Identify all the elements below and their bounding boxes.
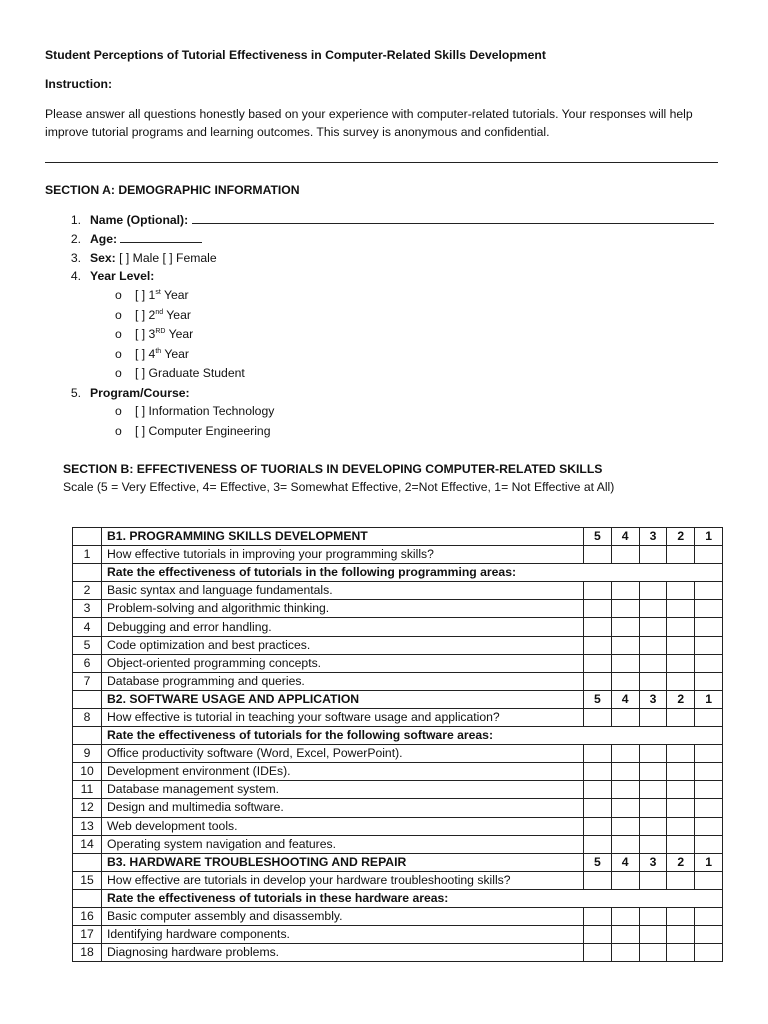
age-label: Age: — [90, 231, 118, 246]
instruction-label: Instruction: — [45, 77, 113, 91]
document-title: Student Perceptions of Tutorial Effectiveness in Computer-Related Skills Development — [45, 48, 546, 62]
section-header-row — [73, 528, 723, 546]
checkbox-label: [ ] — [135, 346, 149, 361]
ordinal-suffix: nd — [155, 308, 164, 316]
question-text: Database management system. — [102, 781, 584, 799]
scale-header: 3 — [639, 690, 667, 708]
rating-cell[interactable] — [611, 600, 639, 618]
checkbox-label: [ ] — [135, 327, 149, 342]
question-sex — [45, 249, 725, 268]
rating-cell[interactable] — [584, 546, 612, 564]
scale-header: 4 — [611, 528, 639, 546]
option-it[interactable] — [45, 402, 725, 422]
option-year-1[interactable] — [45, 286, 725, 306]
rating-cell[interactable] — [611, 781, 639, 799]
rating-cell[interactable] — [695, 672, 723, 690]
table-row — [73, 944, 723, 962]
year-number: 2 — [148, 307, 156, 322]
row-number: 18 — [73, 944, 102, 962]
rating-cell[interactable] — [639, 745, 667, 763]
rating-cell[interactable] — [584, 654, 612, 672]
rating-cell[interactable] — [611, 546, 639, 564]
graduate-label: [ ] Graduate Student — [135, 366, 245, 381]
row-number: 17 — [73, 926, 102, 944]
rating-cell[interactable] — [639, 944, 667, 962]
scale-header: 1 — [695, 853, 723, 871]
table-row — [73, 618, 723, 636]
sex-label: Sex: — [90, 250, 116, 265]
rating-cell[interactable] — [639, 582, 667, 600]
rating-cell[interactable] — [667, 708, 695, 726]
table-row — [73, 763, 723, 781]
rating-cell[interactable] — [695, 835, 723, 853]
rating-cell[interactable] — [584, 944, 612, 962]
year-number: 4 — [148, 346, 156, 361]
rating-cell[interactable] — [639, 907, 667, 925]
section-header-row — [73, 690, 723, 708]
question-text: Basic computer assembly and disassembly. — [102, 907, 584, 925]
rating-cell[interactable] — [611, 907, 639, 925]
rating-cell[interactable] — [667, 944, 695, 962]
rating-cell[interactable] — [695, 926, 723, 944]
rating-cell[interactable] — [695, 636, 723, 654]
rating-cell[interactable] — [695, 817, 723, 835]
option-year-3[interactable] — [45, 325, 725, 345]
rating-cell[interactable] — [695, 944, 723, 962]
row-number: 11 — [73, 781, 102, 799]
row-number: 2 — [73, 582, 102, 600]
question-text: Debugging and error handling. — [102, 618, 584, 636]
row-number: 6 — [73, 654, 102, 672]
rating-cell[interactable] — [667, 799, 695, 817]
rating-cell[interactable] — [695, 763, 723, 781]
blank-number-cell — [73, 889, 102, 907]
rating-cell[interactable] — [611, 672, 639, 690]
rating-cell[interactable] — [667, 600, 695, 618]
rating-cell[interactable] — [695, 745, 723, 763]
question-name — [45, 211, 725, 230]
rating-cell[interactable] — [611, 763, 639, 781]
scale-header: 4 — [611, 853, 639, 871]
row-number: 9 — [73, 745, 102, 763]
question-text: Web development tools. — [102, 817, 584, 835]
table-row — [73, 926, 723, 944]
scale-header: 1 — [695, 690, 723, 708]
subheading-text: Rate the effectiveness of tutorials in these hardware areas: — [102, 889, 723, 907]
table-row — [73, 546, 723, 564]
rating-cell[interactable] — [611, 835, 639, 853]
year-number: 1 — [148, 288, 156, 303]
scale-header: 2 — [667, 853, 695, 871]
rating-cell[interactable] — [584, 582, 612, 600]
rating-cell[interactable] — [611, 871, 639, 889]
rating-cell[interactable] — [639, 708, 667, 726]
table-row — [73, 871, 723, 889]
question-program — [45, 384, 725, 403]
section-title: B1. PROGRAMMING SKILLS DEVELOPMENT — [102, 528, 584, 546]
question-text: Design and multimedia software. — [102, 799, 584, 817]
rating-cell[interactable] — [584, 708, 612, 726]
blank-number-cell — [73, 564, 102, 582]
ordinal-suffix: RD — [155, 328, 166, 336]
table-row — [73, 600, 723, 618]
question-text: Operating system navigation and features. — [102, 835, 584, 853]
rating-cell[interactable] — [584, 672, 612, 690]
row-number: 10 — [73, 763, 102, 781]
table-row — [73, 907, 723, 925]
rating-cell[interactable] — [695, 907, 723, 925]
rating-cell[interactable] — [667, 546, 695, 564]
table-row — [73, 672, 723, 690]
subheading-text: Rate the effectiveness of tutorials for the following software areas: — [102, 727, 723, 745]
year-number: 3 — [148, 327, 156, 342]
scale-header: 5 — [584, 853, 612, 871]
question-age — [45, 230, 725, 249]
scale-header: 5 — [584, 528, 612, 546]
row-number: 15 — [73, 871, 102, 889]
row-number: 13 — [73, 817, 102, 835]
table-row — [73, 654, 723, 672]
question-text: Object-oriented programming concepts. — [102, 654, 584, 672]
year-word: Year — [161, 346, 189, 361]
rating-cell[interactable] — [611, 708, 639, 726]
scale-header: 3 — [639, 528, 667, 546]
rating-cell[interactable] — [667, 835, 695, 853]
checkbox-label: [ ] — [135, 288, 149, 303]
rating-cell[interactable] — [639, 871, 667, 889]
rating-cell[interactable] — [639, 817, 667, 835]
question-text: How effective tutorials in improving your programming skills? — [102, 546, 584, 564]
rating-cell[interactable] — [639, 781, 667, 799]
program-option-label: [ ] Information Technology — [135, 404, 275, 419]
row-number: 7 — [73, 672, 102, 690]
rating-cell[interactable] — [584, 763, 612, 781]
subheading-row — [73, 727, 723, 745]
question-number: 3. — [70, 250, 81, 265]
row-number: 4 — [73, 618, 102, 636]
question-text: Database programming and queries. — [102, 672, 584, 690]
age-field[interactable] — [120, 230, 202, 243]
year-word: Year — [165, 327, 194, 342]
subheading-text: Rate the effectiveness of tutorials in the following programming areas: — [102, 564, 723, 582]
name-field[interactable] — [192, 211, 714, 224]
row-number: 5 — [73, 636, 102, 654]
blank-number-cell — [73, 690, 102, 708]
bullet-icon: o — [115, 404, 122, 419]
question-text: How effective is tutorial in teaching your software usage and application? — [102, 708, 584, 726]
rating-cell[interactable] — [667, 618, 695, 636]
rating-cell[interactable] — [695, 799, 723, 817]
rating-cell[interactable] — [584, 636, 612, 654]
bullet-icon: o — [115, 288, 122, 303]
rating-cell[interactable] — [695, 654, 723, 672]
scale-header: 2 — [667, 690, 695, 708]
year-level-label: Year Level: — [90, 269, 155, 284]
rating-cell[interactable] — [584, 600, 612, 618]
subheading-row — [73, 889, 723, 907]
rating-cell[interactable] — [667, 672, 695, 690]
rating-cell[interactable] — [639, 835, 667, 853]
question-number: 5. — [70, 385, 81, 400]
year-word: Year — [160, 288, 189, 303]
rating-cell[interactable] — [639, 672, 667, 690]
rating-cell[interactable] — [695, 600, 723, 618]
table-row — [73, 799, 723, 817]
divider-line — [45, 162, 718, 163]
question-number: 2. — [70, 231, 81, 246]
row-number: 12 — [73, 799, 102, 817]
bullet-icon: o — [115, 366, 122, 381]
question-text: Office productivity software (Word, Excel, PowerPoint). — [102, 745, 584, 763]
rating-cell[interactable] — [667, 871, 695, 889]
row-number: 16 — [73, 907, 102, 925]
rating-cell[interactable] — [639, 636, 667, 654]
table-row — [73, 582, 723, 600]
subheading-row — [73, 564, 723, 582]
rating-cell[interactable] — [695, 871, 723, 889]
bullet-icon: o — [115, 423, 122, 438]
program-option-label: [ ] Computer Engineering — [135, 423, 271, 438]
section-a-heading: SECTION A: DEMOGRAPHIC INFORMATION — [45, 183, 300, 197]
question-text: Basic syntax and language fundamentals. — [102, 582, 584, 600]
checkbox-label: [ ] — [135, 307, 149, 322]
question-text: Identifying hardware components. — [102, 926, 584, 944]
rating-cell[interactable] — [611, 654, 639, 672]
option-year-4[interactable] — [45, 345, 725, 365]
rating-cell[interactable] — [584, 799, 612, 817]
instruction-text: Please answer all questions honestly based on your experience with computer-related tutorials. Your responses will help improve tutorial programs and learning outcomes. This survey is anonymous and confidential. — [45, 107, 693, 139]
rating-cell[interactable] — [584, 618, 612, 636]
table-row — [73, 745, 723, 763]
rating-table — [72, 527, 723, 962]
rating-cell[interactable] — [611, 799, 639, 817]
row-number: 1 — [73, 546, 102, 564]
program-label: Program/Course: — [90, 385, 190, 400]
rating-cell[interactable] — [667, 745, 695, 763]
section-title: B2. SOFTWARE USAGE AND APPLICATION — [102, 690, 584, 708]
rating-cell[interactable] — [584, 745, 612, 763]
rating-cell[interactable] — [611, 618, 639, 636]
rating-cell[interactable] — [667, 654, 695, 672]
rating-cell[interactable] — [584, 926, 612, 944]
option-year-2[interactable] — [45, 306, 725, 326]
table-row — [73, 781, 723, 799]
rating-cell[interactable] — [584, 835, 612, 853]
scale-header: 4 — [611, 690, 639, 708]
demographic-list — [45, 211, 725, 441]
rating-cell[interactable] — [667, 582, 695, 600]
section-b-heading: SECTION B: EFFECTIVENESS OF TUORIALS IN DEVELOPING COMPUTER-RELATED SKILLS — [63, 462, 603, 476]
rating-cell[interactable] — [584, 871, 612, 889]
rating-cell[interactable] — [639, 618, 667, 636]
row-number: 14 — [73, 835, 102, 853]
rating-cell[interactable] — [611, 926, 639, 944]
rating-cell[interactable] — [584, 781, 612, 799]
section-header-row — [73, 853, 723, 871]
ordinal-suffix: st — [155, 289, 161, 297]
table-row — [73, 817, 723, 835]
sex-options[interactable]: [ ] Male [ ] Female — [119, 250, 217, 265]
question-text: Development environment (IDEs). — [102, 763, 584, 781]
option-ce[interactable] — [45, 422, 725, 442]
rating-cell[interactable] — [695, 582, 723, 600]
scale-description: Scale (5 = Very Effective, 4= Effective, 3= Somewhat Effective, 2=Not Effective, 1= Not Effective at All) — [63, 480, 615, 494]
scale-header: 5 — [584, 690, 612, 708]
scale-header: 3 — [639, 853, 667, 871]
bullet-icon: o — [115, 346, 122, 361]
ordinal-suffix: th — [155, 347, 162, 355]
rating-cell[interactable] — [639, 600, 667, 618]
question-text: How effective are tutorials in develop your hardware troubleshooting skills? — [102, 871, 584, 889]
rating-cell[interactable] — [667, 817, 695, 835]
question-number: 4. — [70, 269, 81, 284]
option-graduate[interactable] — [45, 364, 725, 384]
bullet-icon: o — [115, 307, 122, 322]
rating-cell[interactable] — [667, 763, 695, 781]
blank-number-cell — [73, 727, 102, 745]
rating-cell[interactable] — [584, 817, 612, 835]
rating-cell[interactable] — [611, 817, 639, 835]
section-title: B3. HARDWARE TROUBLESHOOTING AND REPAIR — [102, 853, 584, 871]
question-number: 1. — [70, 213, 81, 227]
table-row — [73, 708, 723, 726]
scale-header: 2 — [667, 528, 695, 546]
blank-number-cell — [73, 853, 102, 871]
rating-cell[interactable] — [611, 636, 639, 654]
rating-cell[interactable] — [667, 781, 695, 799]
rating-cell[interactable] — [667, 636, 695, 654]
row-number: 3 — [73, 600, 102, 618]
table-row — [73, 835, 723, 853]
rating-cell[interactable] — [639, 546, 667, 564]
row-number: 8 — [73, 708, 102, 726]
question-text: Diagnosing hardware problems. — [102, 944, 584, 962]
question-text: Problem-solving and algorithmic thinking. — [102, 600, 584, 618]
rating-cell[interactable] — [667, 907, 695, 925]
rating-cell[interactable] — [611, 582, 639, 600]
rating-cell[interactable] — [695, 618, 723, 636]
year-word: Year — [163, 307, 191, 322]
rating-cell[interactable] — [639, 763, 667, 781]
rating-cell[interactable] — [611, 944, 639, 962]
rating-cell[interactable] — [639, 654, 667, 672]
rating-cell[interactable] — [695, 708, 723, 726]
rating-cell[interactable] — [667, 926, 695, 944]
rating-cell[interactable] — [639, 799, 667, 817]
question-text: Code optimization and best practices. — [102, 636, 584, 654]
rating-cell[interactable] — [611, 745, 639, 763]
name-label: Name (Optional): — [90, 213, 189, 227]
rating-cell[interactable] — [695, 781, 723, 799]
rating-cell[interactable] — [639, 926, 667, 944]
rating-cell[interactable] — [584, 907, 612, 925]
blank-number-cell — [73, 528, 102, 546]
bullet-icon: o — [115, 327, 122, 342]
question-year-level — [45, 267, 725, 286]
scale-header: 1 — [695, 528, 723, 546]
table-row — [73, 636, 723, 654]
rating-cell[interactable] — [695, 546, 723, 564]
